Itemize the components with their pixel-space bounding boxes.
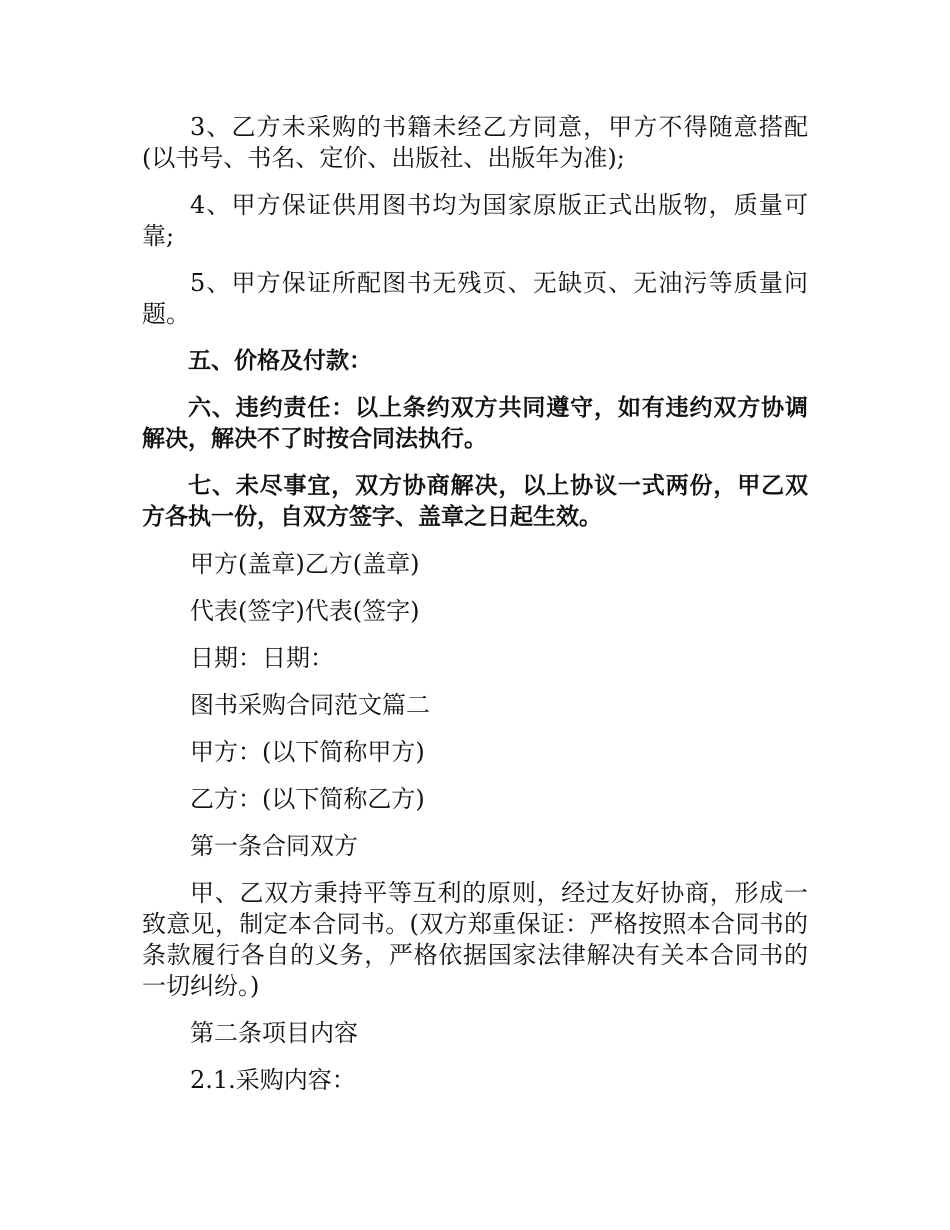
date-line: 日期：日期： xyxy=(190,644,334,672)
party-a-line: 甲方：(以下简称甲方) xyxy=(190,738,425,766)
article-1-paragraph: 甲、乙双方秉持平等互利的原则，经过友好协商，形成一致意见，制定本合同书。(双方郑重保证：严格按照本合同书的条款履行各自的义务，严格依据国家法律解决有关本合同书的一切纠纷。) xyxy=(142,879,808,1000)
clause-4-paragraph: 4、甲方保证供用图书均为国家原版正式出版物，质量可靠; xyxy=(142,191,808,250)
signature-line: 代表(签字)代表(签字) xyxy=(190,597,420,625)
article-1-heading: 第一条合同双方 xyxy=(190,832,358,860)
section-7-heading: 七、未尽事宜，双方协商解决，以上协议一式两份，甲乙双方各执一份，自双方签字、盖章之日起生效。 xyxy=(142,473,808,530)
seal-line: 甲方(盖章)乙方(盖章) xyxy=(190,550,420,578)
section-6-heading: 六、违约责任：以上条约双方共同遵守，如有违约双方协调解决，解决不了时按合同法执行。 xyxy=(142,395,808,452)
party-b-line: 乙方：(以下简称乙方) xyxy=(190,785,425,813)
clause-5-paragraph: 5、甲方保证所配图书无残页、无缺页、无油污等质量问题。 xyxy=(142,269,808,328)
document-body xyxy=(142,112,808,1112)
procurement-content-line: 2.1.采购内容： xyxy=(190,1066,356,1094)
article-2-heading: 第二条项目内容 xyxy=(190,1019,358,1047)
document-subtitle: 图书采购合同范文篇二 xyxy=(190,691,430,719)
clause-3-paragraph: 3、乙方未采购的书籍未经乙方同意，甲方不得随意搭配(以书号、书名、定价、出版社、出版年为准); xyxy=(142,113,808,172)
section-5-heading: 五、价格及付款： xyxy=(188,348,372,374)
